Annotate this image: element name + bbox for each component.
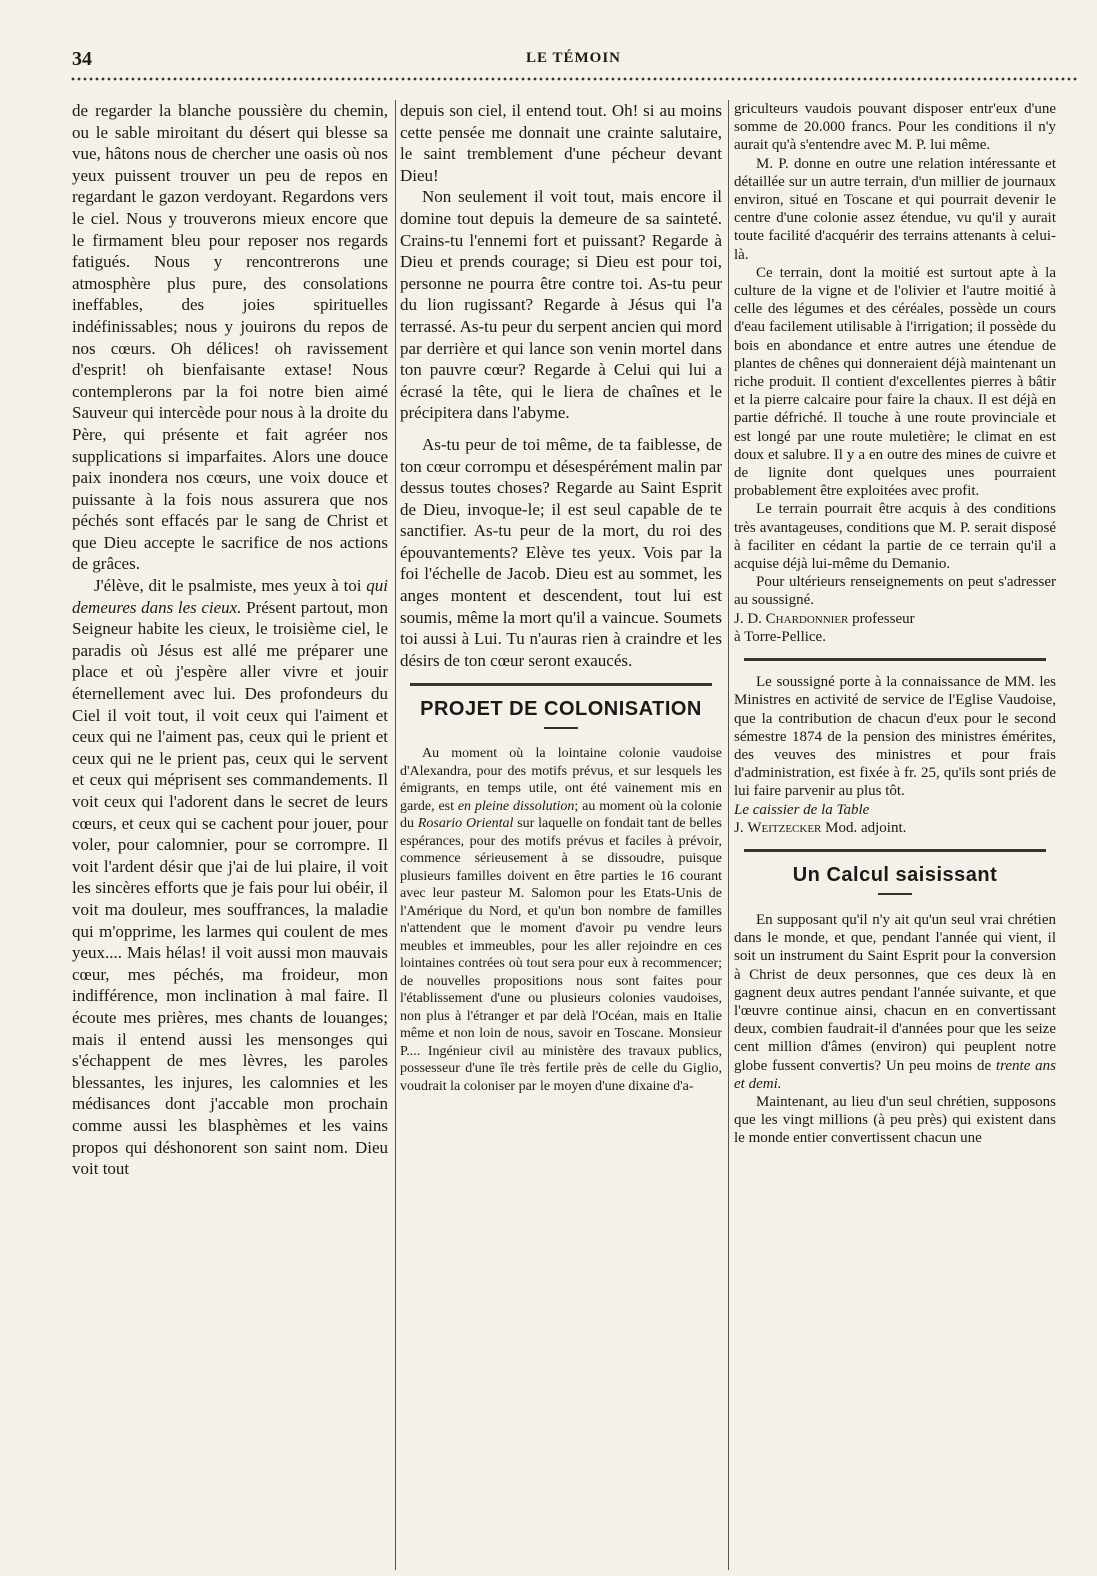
section-divider [744, 849, 1046, 852]
signature-role [734, 801, 1056, 819]
italic-phrase: Rosario Oriental [417, 816, 514, 832]
text-run: Au moment où la lointaine colonie vaudoise d'Alexandra, pour des motifs prévus, et sur lesquels les émigrants, en temps utile, ont été vainement mis en garde, est [400, 746, 722, 814]
signature-chardonnier [734, 610, 1056, 628]
article-paragraph [72, 575, 388, 1180]
header-dotted-rule [70, 76, 1077, 82]
article-paragraph [400, 745, 722, 1095]
article-paragraph [734, 911, 1056, 1093]
article-paragraph: depuis son ciel, il entend tout. Oh! si au moins cette pensée me donnait une crainte salutaire, le saint tremblement d'une pécheur devant Dieu! [400, 101, 722, 185]
column-2 [400, 100, 722, 1095]
text-run: En supposant qu'il n'y ait qu'un seul vrai chrétien dans le monde, et que, pendant l'année qui vient, il soit un instrument du Saint Esprit pour la conversion à Christ de deux personnes, que ces deux là en gagnent deux autres pendant l'année suivante, et que l'œuvre continue ainsi, chacun en en convertissant deux, combien faudrait-il d'années pour que les seize cent million d'âmes (environ) qui peuplent notre globe fussent convertis? Un peu moins de [734, 911, 1056, 1074]
article-paragraph: griculteurs vaudois pouvant disposer entr'eux d'une somme de 20.000 francs. Pour les conditions il n'y aurait qu'à s'entendre avec M. P. lui même. [734, 101, 1056, 154]
italic-quote: qui demeures dans les cieux. [72, 576, 388, 617]
column-divider-2 [728, 100, 729, 1570]
column-divider-1 [395, 100, 396, 1570]
article-paragraph: Pour ultérieurs renseignements on peut s'adresser au soussigné. [734, 574, 1056, 609]
section-title-colonisation: PROJET DE COLONISATION [420, 698, 702, 721]
page-number: 34 [72, 48, 92, 70]
text-run: sur laquelle on fondait tant de belles espérances, pour des motifs prévus et faciles à prévoir, commence sérieusement à se dissoudre, puisque plusieurs familles doivent en être parties le 16 courant avec leur pasteur M. Salomon pour les Etats-Unis de l'Amérique du Nord, et qu'un bon nombre de familles n'attendent que le moment d'avoir pu vendre leurs meubles et immeubles, pour les aller rejoindre en ces lointaines contrées où tout sera pour eux à recommencer; de nouvelles propositions nous sont faites pour l'établissement d'une ou plusieurs colonies vaudoises, non plus à l'étranger et par delà l'Océan, mais en Italie même et non loin de nous, savoir en Toscane. Monsieur P.... Ingénieur civil au ministère des travaux publics, possesseur d'une île très fertile près de celle du Giglio, voudrait la coloniser par le moyen d'une dixaine d'a- [400, 816, 722, 1094]
article-paragraph: As-tu peur de toi même, de ta faiblesse, de ton cœur corrompu et désespérément malin par dessus toutes choses? Regarde au Saint Esprit de Dieu, invoque-le; il est seul capable de te sanctifier. As-tu peur de la mort, du roi des épouvantements? Elève tes yeux. Vois par la foi l'échelle de Jacob. Dieu est au sommet, les anges montent et descendent, tout lui est soumis, même la mort qu'il a vaincue. Soumets toi aussi à Lui. Tu n'auras rien à craindre et les désirs de ton cœur seront exaucés. [400, 434, 722, 670]
column-3 [734, 100, 1056, 1148]
running-head [70, 48, 1077, 72]
italic-phrase: trente ans et demi. [734, 1057, 1056, 1092]
signer-name: Chardonnier [765, 610, 849, 627]
text-run: ; au moment où la colonie du [400, 798, 722, 832]
text-run: J. D. [734, 610, 766, 627]
italic-phrase: en pleine dissolution [457, 798, 575, 814]
article-paragraph: M. P. donne en outre une relation intéressante et détaillée sur un autre terrain, d'un millier de journaux environ, situé en Toscane et qui pourrait devenir le centre d'une colonie assez étendue, vu qu'il y aurait toute facilité d'acquérir des terrains attenants à celui-là. [734, 155, 1056, 263]
column-1 [72, 100, 388, 1180]
text-run: Mod. adjoint. [821, 819, 907, 836]
article-paragraph: Le terrain pourrait être acquis à des conditions très avantageuses, conditions que M. P. serait disposé à faciliter en cédant la partie de ce terrain qu'il a acquise déjà lui-même du Demanio. [734, 501, 1056, 573]
signature-place: à Torre-Pellice. [734, 628, 826, 645]
text-run: professeur [848, 610, 915, 627]
italic-role: Le caissier de la Table [734, 801, 870, 818]
article-paragraph: Ce terrain, dont la moitié est surtout apte à la culture de la vigne et de l'olivier et l'autre moitié à celle des légumes et des céréales, possède un cours d'eau facilement utilisable à l'irrigation; il possède du bois en abondance et entre autres une étendue de plantes de chênes qui donneraient déjà maintenant un riche produit. Il contient d'excellentes pierres à bâtir et la pierre calcaire pour faire la chaux. Il est déjà en partie défriché. Il touche à une route provinciale et est longé par une route muletière; le climat en est doux et salubre. Il y a en outre des mines de cuivre et de lignite dont quelques unes pourraient probablement être exploitées avec profit. [734, 264, 1056, 500]
section-divider [410, 683, 712, 686]
text-run: Présent partout, mon Seigneur habite les cieux, le troisième ciel, le paradis où Jésus est allé me préparer une place et où j'espère aller vivre et jouir éternellement avec lui. Des profondeurs du Ciel il voit tout, il voit ceux qui l'aiment et ceux qui ne l'aiment pas, ceux qui le prient et ceux qui ne le prient pas, ceux qui le servent et ceux qui méprisent ses commandements. Il voit ceux qui l'adorent dans le secret de leurs cœurs, et ceux qui se cachent pour jouer, pour voler, pour calomnier, pour se corrompre. Il voit l'ardent désir que j'ai de lui plaire, il voit les sincères efforts que je fais pour lui obéir, il voit ma douleur, mes souffrances, la maladie qui m'opprime, les larmes qui coulent de mes yeux.... Mais hélas! il voit aussi mon mauvais cœur, mes péchés, ma froideur, mon indifférence, mon inclination à mal faire. Il écoute mes prières, mes chants de louanges; mais il entend aussi les mensonges qui s'échappent de mes lèvres, les paroles blessantes, les injures, les calomnies et les médisances dont j'accable mon prochain comme aussi les blasphèmes et les vains propos qui déshonorent son saint nom. Dieu voit tout [72, 597, 388, 1179]
signature-weitzecker [734, 819, 1056, 837]
title-dash [878, 893, 912, 895]
article-paragraph: de regarder la blanche poussière du chemin, ou le sable miroitant du désert qui blesse sa vue, hâtons nous de chercher une oasis où nos yeux puissent trouver un peu de repos en regardant le gazon verdoyant. Regardons vers le ciel. Nous y trouverons mieux encore que le firmament bleu pour reposer nos regards fatigués. Nous y rencontrerons une atmosphère plus pure, des consolations ineffables, des joies spirituelles indéfinissables; nous y jouirons du repos de nos cœurs. Oh délices! oh ravissement d'esprit! oh bienfaisante extase! Nous contemplerons par la foi notre bien aimé Sauveur qui intercède pour nous à la droite du Père, qui présente et fait agréer nos supplications si imparfaites. Alors une douce paix inondera nos cœurs, une voix douce et puissante à la fois nous assurera que nos péchés sont effacés par le sang de Christ et que Dieu accepte le sacrifice de nos actions de grâces. [72, 101, 388, 574]
journal-title: LE TÉMOIN [526, 50, 621, 66]
notice-paragraph: Le soussigné porte à la connaissance de MM. les Ministres en activité de service de l'Eglise Vaudoise, que la contribution de chacun d'eux pour le second sémestre 1874 de la pension des ministres émérites, des veuves des ministres et pour frais d'administration, est fixée à fr. 25, qu'ils sont priés de lui faire parvenir au plus tôt. [734, 674, 1056, 800]
article-paragraph: Non seulement il voit tout, mais encore il domine tout depuis la demeure de sa sainteté. Crains-tu l'ennemi fort et puissant? Regarde à Dieu et prends courage; si Dieu est pour toi, personne ne pourra être contre toi. As-tu peur du lion rugissant? Regarde à Jésus qui l'a terrassé. As-tu peur du serpent ancien qui mord par derrière et qui lance son venin mortel dans ton pauvre cœur? Regarde à Celui qui lui a écrasé la tête, qui le liera de chaînes et le précipitera dans l'abyme. [400, 187, 722, 423]
article-paragraph: Maintenant, au lieu d'un seul chrétien, supposons que les vingt millions (à peu près) qui existent dans le monde entier convertissent chacun une [734, 1093, 1056, 1147]
section-title-calcul: Un Calcul saisissant [792, 863, 998, 886]
title-dash [544, 727, 578, 729]
text-run: J'élève, dit le psalmiste, mes yeux à toi [94, 576, 367, 596]
signer-name: Weitzecker [747, 819, 822, 836]
section-divider [744, 658, 1046, 661]
text-run: J. [734, 819, 748, 836]
